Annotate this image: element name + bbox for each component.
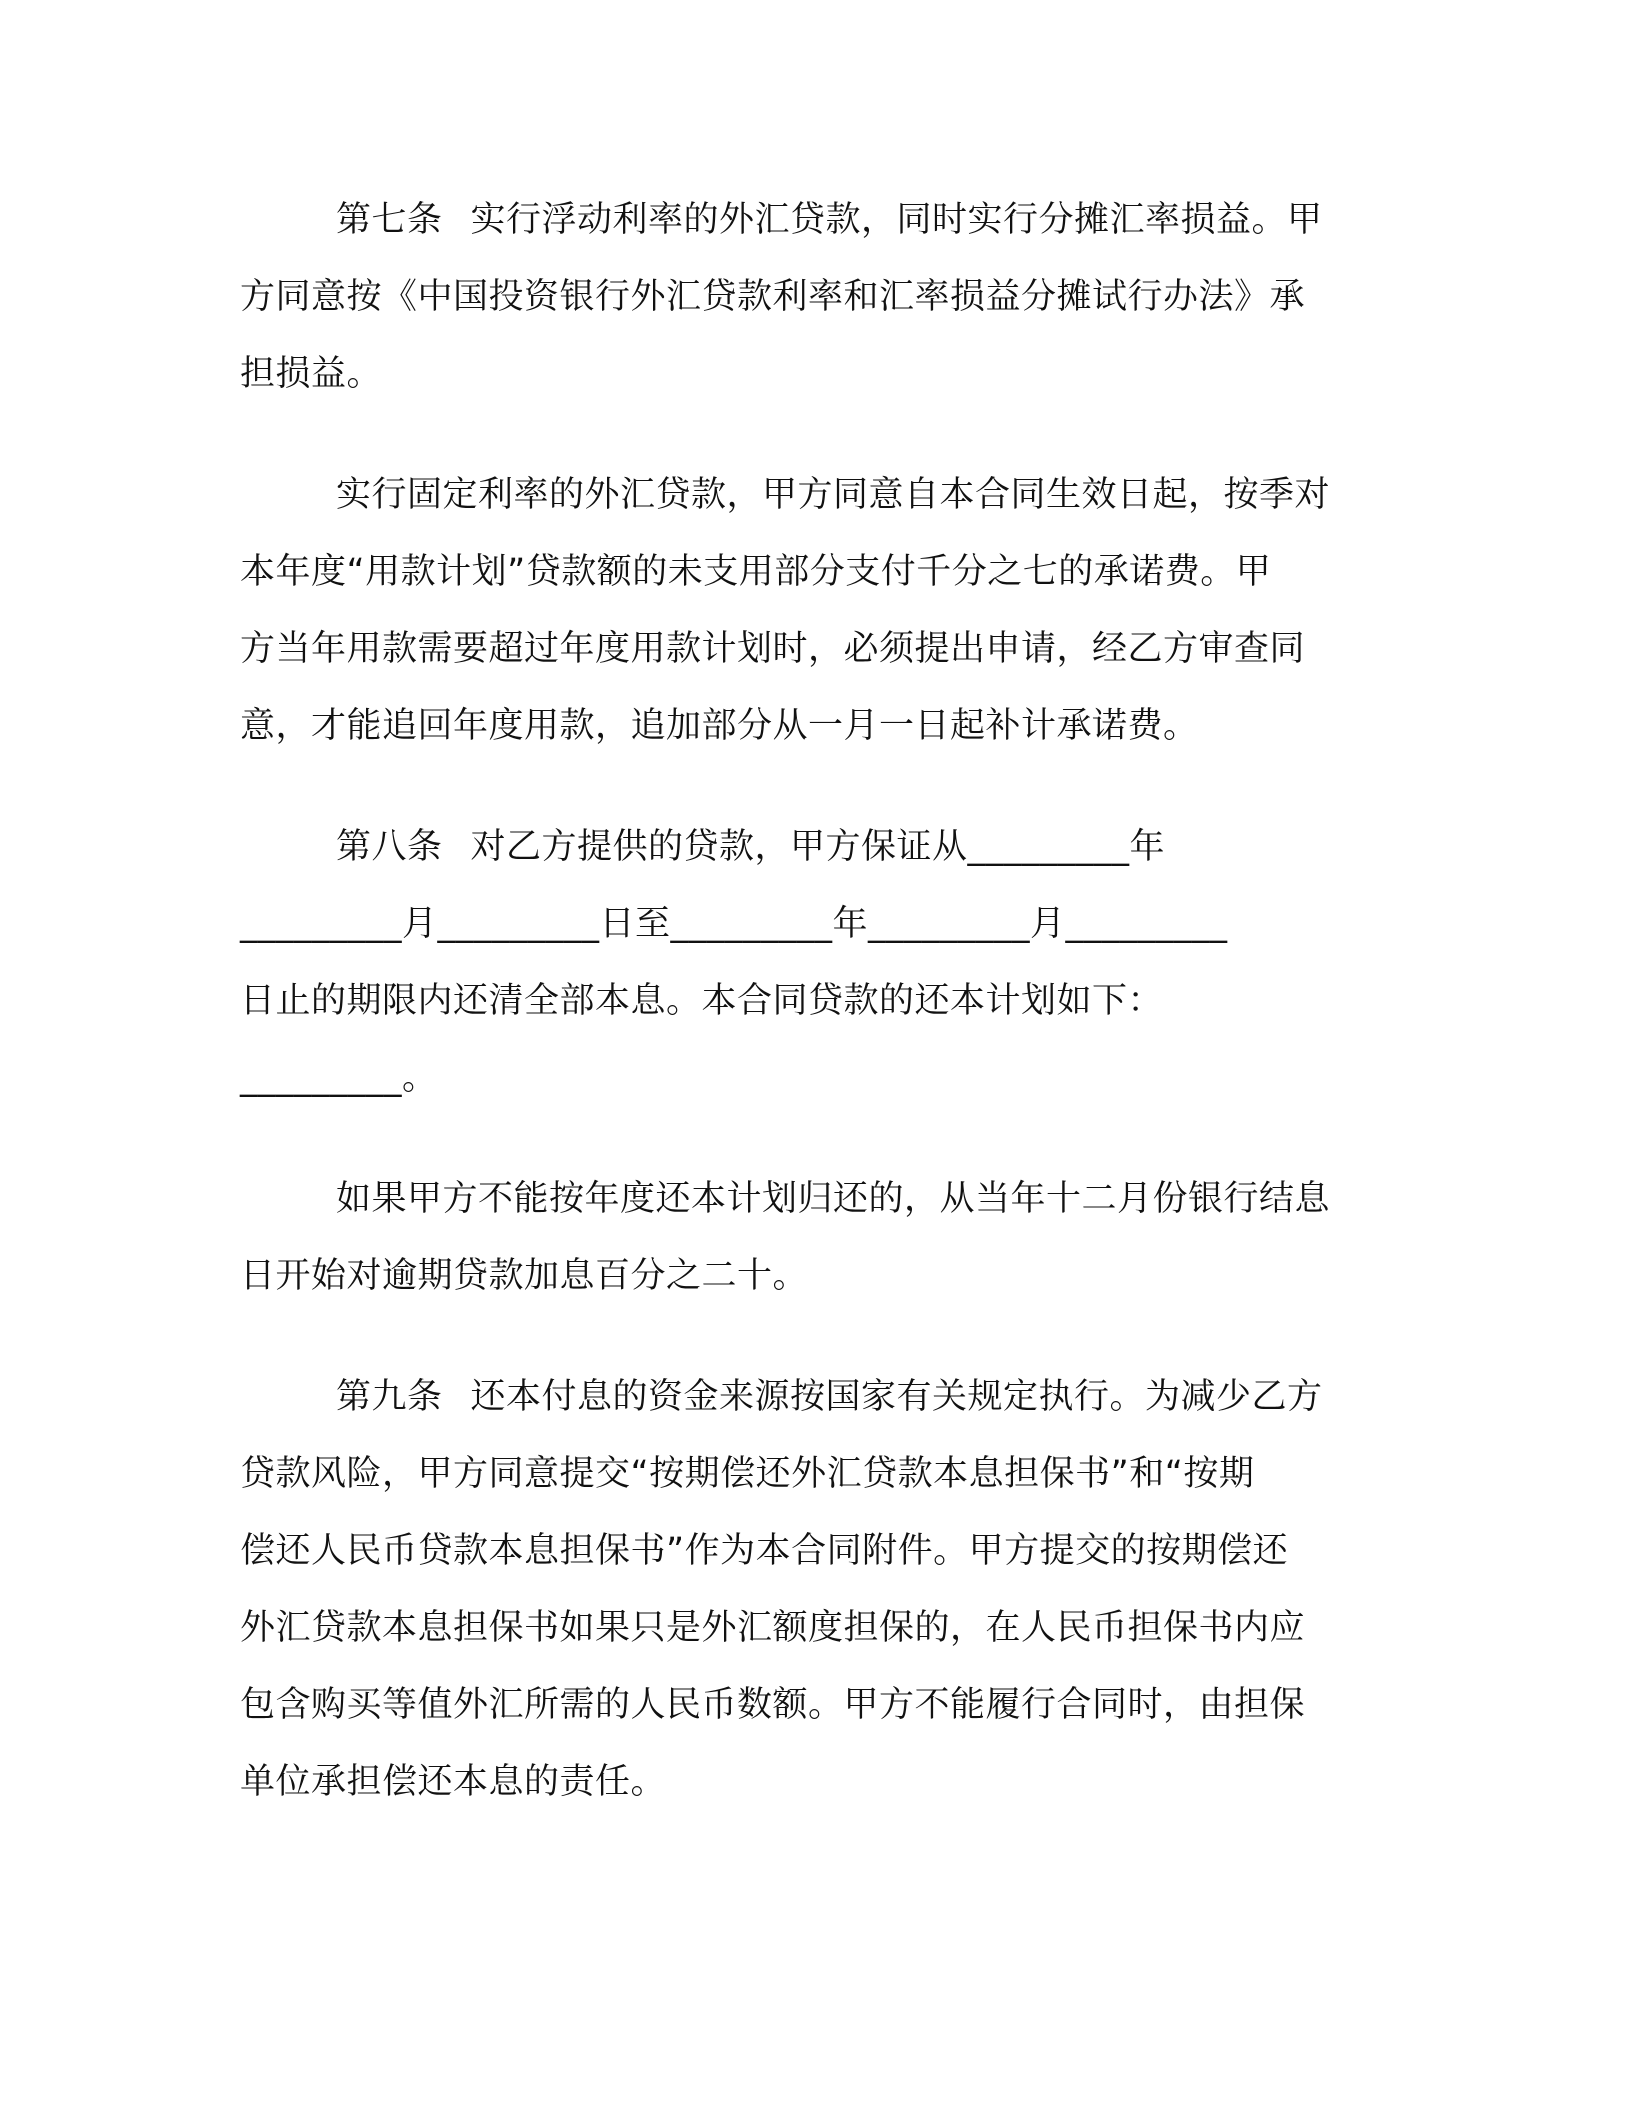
article-heading: 第九条: [336, 1377, 443, 1417]
paragraph-line: 贷款风险，甲方同意提交“按期偿还外汇贷款本息担保书”和“按期: [240, 1454, 1255, 1494]
paragraph-line: 第七条 实行浮动利率的外汇贷款，同时实行分摊汇率损益。甲: [336, 200, 1323, 240]
contract-body: [240, 182, 1390, 1865]
paragraph-article-9: [240, 1359, 1390, 1821]
paragraph-line: 本年度“用款计划”贷款额的未支用部分支付千分之七的承诺费。甲: [240, 552, 1272, 592]
paragraph-line: 如果甲方不能按年度还本计划归还的，从当年十二月份银行结息: [336, 1179, 1331, 1219]
paragraph-line: 日止的期限内还清全部本息。本合同贷款的还本计划如下：: [240, 981, 1164, 1021]
paragraph-line: 实行固定利率的外汇贷款，甲方同意自本合同生效日起，按季对: [336, 475, 1331, 515]
paragraph-article-8: [240, 809, 1390, 1117]
paragraph-line: _________月_________日至_________年_________月_________: [240, 904, 1228, 944]
paragraph-line: 意，才能追回年度用款，追加部分从一月一日起补计承诺费。: [240, 706, 1199, 746]
paragraph-fixed-rate: [240, 457, 1390, 765]
paragraph-article-7: [240, 182, 1390, 413]
paragraph-line: 单位承担偿还本息的责任。: [240, 1762, 667, 1802]
paragraph-line: 第九条 还本付息的资金来源按国家有关规定执行。为减少乙方: [336, 1377, 1323, 1417]
paragraph-line: 包含购买等值外汇所需的人民币数额。甲方不能履行合同时，由担保: [240, 1685, 1306, 1725]
paragraph-overdue: [240, 1161, 1390, 1315]
paragraph-line: 担损益。: [240, 354, 383, 394]
paragraph-line: 第八条 对乙方提供的贷款，甲方保证从_________年: [336, 827, 1166, 867]
article-heading: 第八条: [336, 827, 443, 867]
paragraph-line: 日开始对逾期贷款加息百分之二十。: [240, 1256, 809, 1296]
paragraph-line: _________。: [240, 1058, 438, 1098]
article-heading: 第七条: [336, 200, 443, 240]
paragraph-line: 方同意按《中国投资银行外汇贷款利率和汇率损益分摊试行办法》承: [240, 277, 1306, 317]
paragraph-line: 外汇贷款本息担保书如果只是外汇额度担保的，在人民币担保书内应: [240, 1608, 1306, 1648]
paragraph-line: 偿还人民币贷款本息担保书”作为本合同附件。甲方提交的按期偿还: [240, 1531, 1289, 1571]
paragraph-line: 方当年用款需要超过年度用款计划时，必须提出申请，经乙方审查同: [240, 629, 1306, 669]
